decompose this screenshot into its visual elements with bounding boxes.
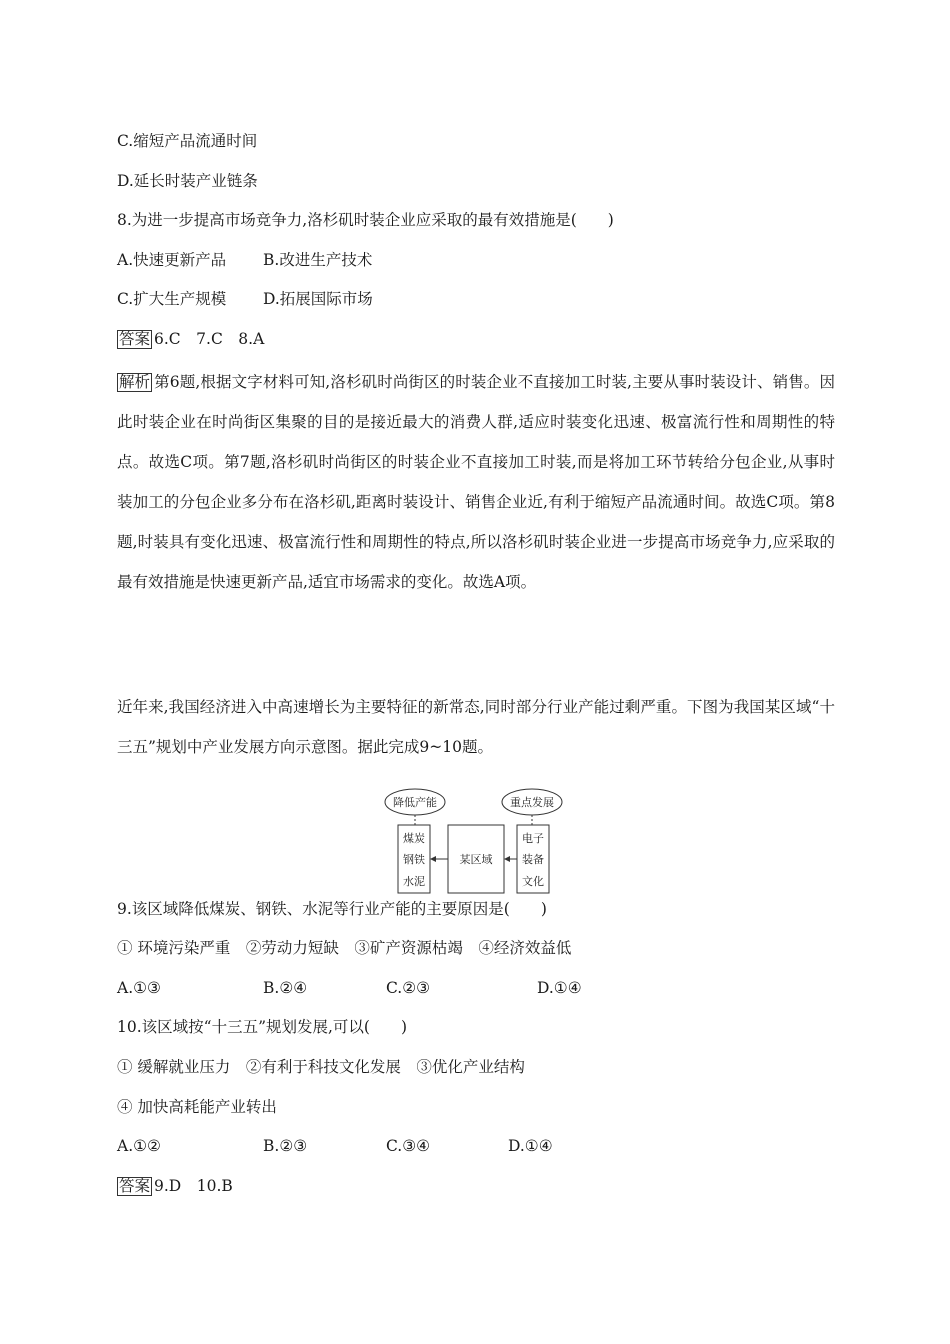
- developed-industry-equipment: 装备: [522, 853, 544, 866]
- answer-tag: 答案: [119, 330, 151, 348]
- q10-option-b: B.②③: [263, 1137, 308, 1155]
- analysis-tag: 解析: [119, 373, 151, 391]
- q10-option-c: C.③④: [386, 1137, 431, 1155]
- answer-block-2: [117, 1176, 233, 1196]
- q9-option-c: C.②③: [386, 979, 431, 997]
- q7-option-d: D.延长时装产业链条: [117, 172, 258, 190]
- answer-text: 6.C 7.C 8.A: [154, 330, 265, 348]
- q9-option-a: A.①③: [117, 979, 161, 997]
- answer-text: 9.D 10.B: [154, 1177, 233, 1195]
- answer-block-1: [117, 329, 264, 349]
- q9-stem: 9.该区域降低煤炭、钢铁、水泥等行业产能的主要原因是( ): [117, 900, 547, 918]
- q8-option-a: A.快速更新产品: [117, 251, 227, 269]
- q9-option-d: D.①④: [537, 979, 582, 997]
- q8-stem: 8.为进一步提高市场竞争力,洛杉矶时装企业应采取的最有效措施是( ): [117, 211, 614, 229]
- q8-option-d: D.拓展国际市场: [263, 290, 373, 308]
- q9-items: ① 环境污染严重 ②劳动力短缺 ③矿产资源枯竭 ④经济效益低: [117, 939, 572, 957]
- analysis-block: [117, 362, 835, 602]
- analysis-text: 第6题,根据文字材料可知,洛杉矶时尚街区的时装企业不直接加工时装,主要从事时装设计、销售。因此时装企业在时尚街区集聚的目的是接近最大的消费人群,适应时装变化迅速、极富流行性和周期性的特点。故选C项。第7题,洛杉矶时尚街区的时装企业不直接加工时装,而是将加工环节转给分包企业,从事时装加工的分包企业多分布在洛杉矶,距离时装设计、销售企业近,有利于缩短产品流通时间。故选C项。第8题,时装具有变化迅速、极富流行性和周期性的特点,所以洛杉矶时装企业进一步提高市场竞争力,应采取的最有效措施是快速更新产品,适宜市场需求的变化。故选A项。: [117, 373, 835, 591]
- answer-tag: 答案: [119, 1177, 151, 1195]
- q8-option-c: C.扩大生产规模: [117, 290, 227, 308]
- developed-industry-electronics: 电子: [522, 832, 544, 845]
- q10-items-line1: ① 缓解就业压力 ②有利于科技文化发展 ③优化产业结构: [117, 1058, 525, 1076]
- q10-option-a: A.①②: [117, 1137, 161, 1155]
- intro-paragraph: 近年来,我国经济进入中高速增长为主要特征的新常态,同时部分行业产能过剩严重。下图为我国某区域“十三五”规划中产业发展方向示意图。据此完成9~10题。: [117, 698, 835, 756]
- reduce-capacity-label: 降低产能: [393, 796, 437, 809]
- q9-option-b: B.②④: [263, 979, 308, 997]
- key-development-label: 重点发展: [510, 796, 554, 809]
- q8-options-row2: [117, 289, 373, 309]
- industry-diagram: [384, 782, 572, 895]
- reduced-industry-cement: 水泥: [403, 875, 425, 888]
- reduced-industry-coal: 煤炭: [403, 832, 425, 845]
- q7-option-c: C.缩短产品流通时间: [117, 132, 258, 150]
- q9-options: [117, 978, 582, 998]
- region-label: 某区域: [459, 853, 493, 866]
- q10-option-d: D.①④: [508, 1137, 553, 1155]
- q10-options: [117, 1136, 553, 1156]
- q10-stem: 10.该区域按“十三五”规划发展,可以( ): [117, 1018, 408, 1036]
- developed-industry-culture: 文化: [522, 875, 544, 888]
- arrow-out-head: [430, 856, 436, 862]
- q10-items-line2: ④ 加快高耗能产业转出: [117, 1098, 277, 1116]
- q8-option-b: B.改进生产技术: [263, 251, 373, 269]
- arrow-in-head: [504, 856, 510, 862]
- q8-options-row1: [117, 250, 372, 270]
- reduced-industry-steel: 钢铁: [403, 853, 425, 866]
